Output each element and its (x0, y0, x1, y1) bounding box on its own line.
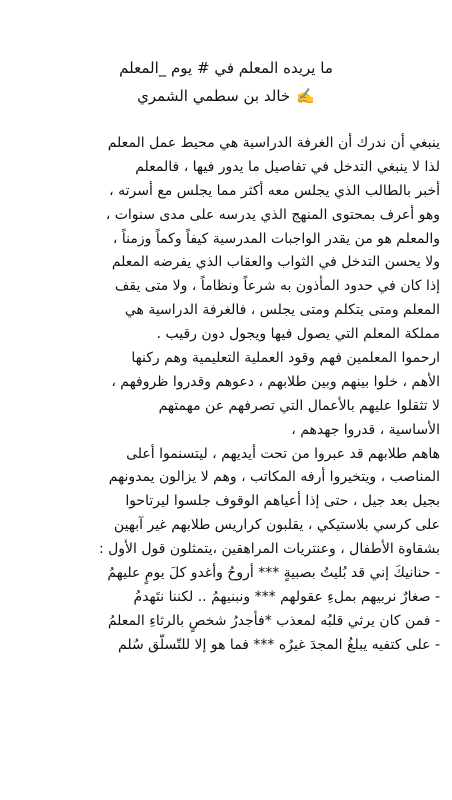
text-line: هاهم طلابهم قد عبروا من تحت أيديهم ، ليتسنموا أعلى (126, 445, 440, 462)
poem-line: - حنانيكَ إني قد بُليتُ بصبيةٍ *** أروحُ وأغدو كلَ يومٍ عليهمُ (107, 565, 440, 582)
text-line: ارحموا المعلمين فهم وقود العملية التعليمية وهم ركنها (131, 350, 440, 367)
text-line: الأساسية ، قدروا جهدهم ، (291, 421, 440, 438)
text-line: الأهم ، خلوا بينهم وبين طلابهم ، دعوهم وقدروا ظروفهم ، (111, 373, 440, 390)
text-line: إذا كان في حدود المأذون به شرعاً ونظاماً ، ولا متى يقف (114, 278, 440, 295)
writing-hand-icon: ✍️ (296, 87, 315, 105)
text-line: المعلم ومتى يتكلم ومتى يجلس ، فالغرفة الدراسية هي (124, 302, 440, 319)
poem-line: - على كتفيه يبلغُ المجدَ غيرُه *** فما هو إلا للتّسلّق سُلم (118, 636, 440, 653)
text-line: لا تثقلوا عليهم بالأعمال التي تصرفهم عن مهمتهم (158, 397, 440, 414)
text-line: ولا يحسن التدخل في الثواب والعقاب الذي يفرضه المعلم (111, 254, 440, 271)
text-line: على كرسي بلاستيكي ، يقلبون كراريس طلابهم غير آبهين (113, 517, 440, 534)
text-line: وهو أعرف بمحتوى المنهج الذي يدرسه على مدى سنوات ، (105, 206, 440, 223)
text-line: المناصب ، ويتخيروا أرفه المكاتب ، وهم لا يزالون يمدونهم (108, 469, 440, 486)
author-name: خالد بن سطمي الشمري (137, 87, 291, 105)
post-title: ما يريده المعلم في # يوم _المعلم (119, 59, 333, 77)
document-header (0, 54, 452, 110)
text-line: لذا لا ينبغي التدخل في تفاصيل ما يدور فيها ، فالمعلم (135, 158, 440, 175)
poem-line: - صغارٌ نربيهم بملءِ عقولهم *** ونبنيهمُ .. لكننا نتَهدمُ (133, 588, 440, 605)
text-line: بشقاوة الأطفال ، وعنتريات المراهقين ،يتمثلون قول الأول : (98, 541, 440, 558)
text-line: أخبر بالطالب الذي يجلس معه أكثر مما يجلس مع أسرته ، (109, 182, 440, 199)
text-line: بجيل بعد جيل ، حتى إذا أعياهم الوقوف جلسوا ليرتاحوا (125, 493, 440, 510)
text-line: والمعلم هو من يقدر الواجبات المدرسية كيفاً وكماً وزمناً ، (112, 230, 440, 247)
poem-line: - فمن كان يرثي قلبُه لمعذب *فأجدرُ شخصٍ بالرثاءِ المعلمُ (107, 612, 440, 629)
article-body (14, 132, 440, 658)
author-line (0, 82, 452, 110)
text-line: ينبغي أن ندرك أن الغرفة الدراسية هي محيط عمل المعلم (107, 135, 440, 151)
text-line: مملكة المعلم التي يصول فيها ويجول دون رقيب . (156, 326, 440, 343)
